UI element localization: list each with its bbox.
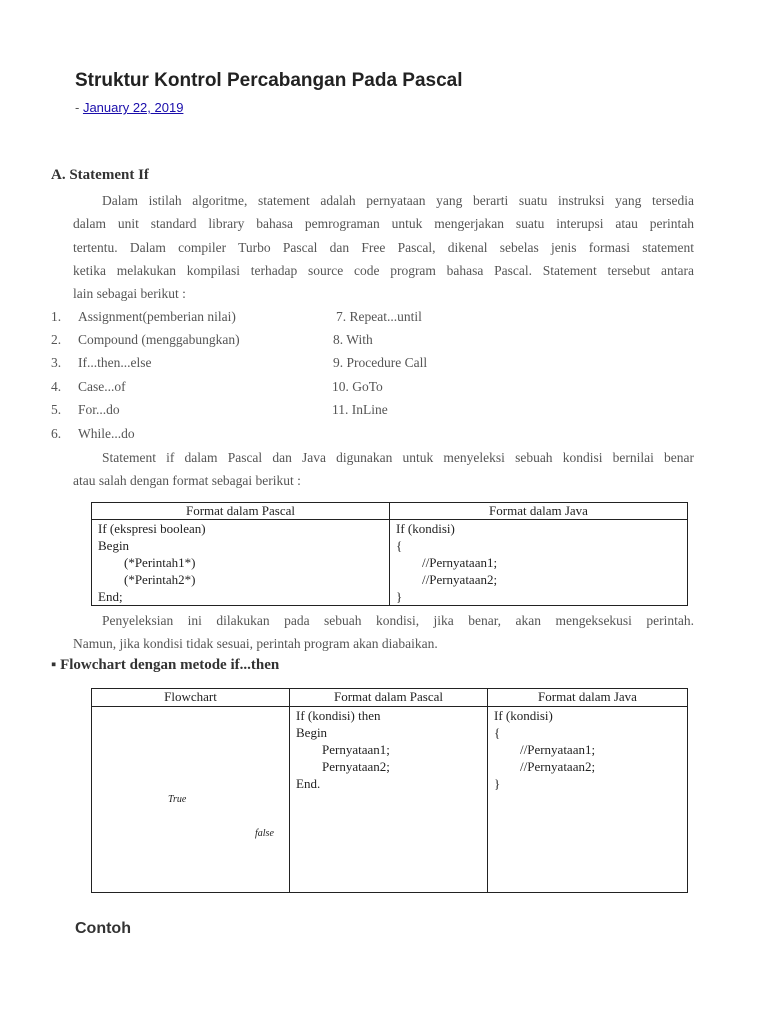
java-format-cell bbox=[390, 520, 688, 606]
list-item: 8. With bbox=[333, 332, 373, 347]
paragraph-line: tertentu. Dalam compiler Turbo Pascal dan Free Pascal, dikenal sebelas jenis formasi statement bbox=[73, 239, 694, 255]
list-item-number: 3. bbox=[51, 355, 62, 370]
table-header: Format dalam Java bbox=[390, 503, 688, 520]
code-line: If (ekspresi boolean) bbox=[98, 521, 206, 536]
list-item: 7. Repeat...until bbox=[336, 309, 422, 324]
list-item: Case...of bbox=[78, 379, 126, 394]
table-header: Format dalam Pascal bbox=[92, 503, 390, 520]
date-prefix: - bbox=[75, 100, 83, 115]
pascal-format-cell bbox=[290, 707, 488, 893]
code-line: End. bbox=[296, 776, 321, 791]
code-line: //Pernyataan1; bbox=[520, 742, 596, 757]
list-item-number: 1. bbox=[51, 309, 62, 324]
code-line: Begin bbox=[98, 538, 130, 553]
paragraph-line: dalam unit standard library bahasa pemrograman untuk mengerjakan suatu interupsi atau perintah bbox=[73, 216, 694, 232]
list-item: 10. GoTo bbox=[332, 379, 383, 394]
code-line: If (kondisi) bbox=[396, 521, 455, 536]
post-date-link[interactable]: January 22, 2019 bbox=[82, 100, 184, 115]
format-intro-paragraph bbox=[73, 446, 694, 493]
paragraph-line: Namun, jika kondisi tidak sesuai, perintah program akan diabaikan. bbox=[73, 636, 438, 652]
paragraph-line: Statement if dalam Pascal dan Java digunakan untuk menyeleksi sebuah kondisi bernilai benar bbox=[102, 450, 694, 465]
list-item: For...do bbox=[78, 402, 120, 417]
flowchart-table bbox=[91, 688, 688, 893]
code-line: Pernyataan1; bbox=[322, 742, 390, 757]
list-item-number: 2. bbox=[51, 332, 62, 347]
code-line: { bbox=[494, 725, 501, 740]
code-line: //Pernyataan2; bbox=[520, 759, 596, 774]
section-heading-statement-if: A. Statement If bbox=[51, 167, 149, 183]
paragraph-line: ketika melakukan kompilasi terhadap source code program bahasa Pascal. Statement tersebut antara bbox=[73, 262, 694, 278]
java-format-cell bbox=[488, 707, 688, 893]
flowchart-cell bbox=[92, 707, 290, 893]
code-line: End; bbox=[98, 589, 123, 604]
pascal-format-cell bbox=[92, 520, 390, 606]
code-line: (*Perintah1*) bbox=[124, 555, 196, 570]
list-item-number: 6. bbox=[51, 426, 62, 441]
code-line: Begin bbox=[296, 725, 328, 740]
table-header: Format dalam Pascal bbox=[290, 689, 488, 707]
list-item-number: 5. bbox=[51, 402, 62, 417]
intro-paragraph bbox=[73, 189, 694, 305]
contoh-heading: Contoh bbox=[75, 920, 131, 937]
list-item: 9. Procedure Call bbox=[333, 355, 428, 370]
code-line: Pernyataan2; bbox=[322, 759, 390, 774]
code-line: If (kondisi) bbox=[494, 708, 553, 723]
code-line: } bbox=[494, 776, 501, 791]
code-line: } bbox=[396, 589, 403, 604]
table-header: Format dalam Java bbox=[488, 689, 688, 707]
section-heading-flowchart: ▪ Flowchart dengan metode if...then bbox=[51, 657, 280, 673]
paragraph-line: Dalam istilah algoritme, statement adalah pernyataan yang berarti suatu instruksi yang tersedia bbox=[102, 193, 694, 208]
post-title: Struktur Kontrol Percabangan Pada Pascal bbox=[75, 70, 463, 91]
code-line: //Pernyataan1; bbox=[422, 555, 498, 570]
list-item: Compound (menggabungkan) bbox=[78, 332, 240, 347]
paragraph-line: Penyeleksian ini dilakukan pada sebuah kondisi, jika benar, akan mengeksekusi perintah. bbox=[102, 613, 694, 628]
list-item: If...then...else bbox=[78, 355, 152, 370]
after-table-paragraph bbox=[73, 609, 694, 656]
list-item-number: 4. bbox=[51, 379, 62, 394]
paragraph-line: atau salah dengan format sebagai berikut : bbox=[73, 473, 301, 489]
code-line: (*Perintah2*) bbox=[124, 572, 196, 587]
format-table bbox=[91, 502, 688, 606]
true-label: True bbox=[168, 794, 187, 805]
paragraph-line: lain sebagai berikut : bbox=[73, 286, 186, 302]
post-date-line bbox=[75, 100, 183, 115]
list-item: Assignment(pemberian nilai) bbox=[78, 309, 236, 324]
list-item: While...do bbox=[78, 426, 135, 441]
list-item: 11. InLine bbox=[332, 402, 388, 417]
false-label: false bbox=[255, 828, 274, 839]
code-line: If (kondisi) then bbox=[296, 708, 381, 723]
table-header: Flowchart bbox=[92, 689, 290, 707]
code-line: //Pernyataan2; bbox=[422, 572, 498, 587]
code-line: { bbox=[396, 538, 403, 553]
